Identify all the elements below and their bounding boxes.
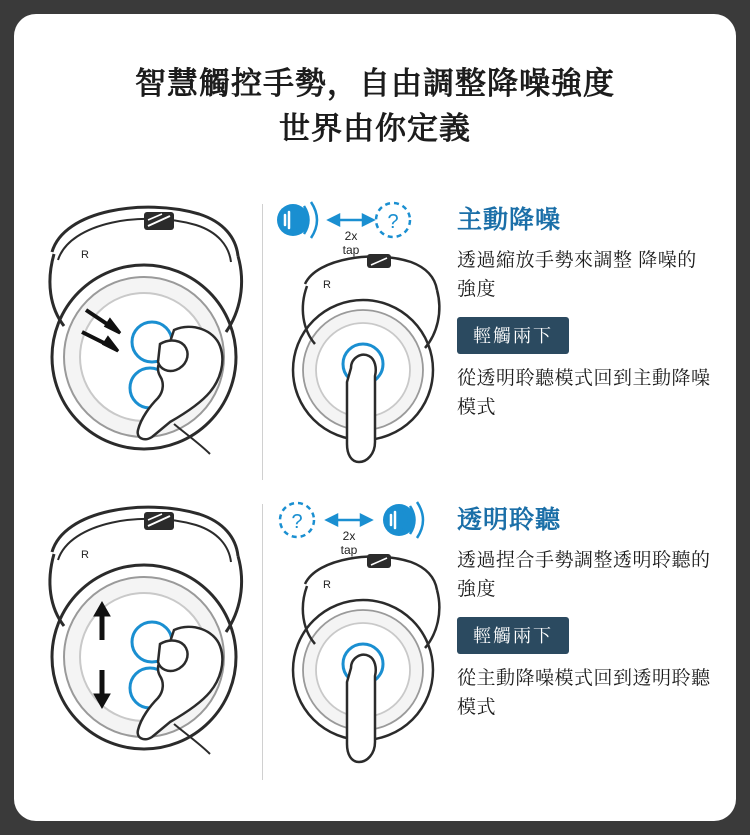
feature-text-transparency bbox=[447, 492, 714, 723]
headphone-pinch-in-illustration bbox=[24, 492, 262, 782]
feature-description-secondary: 從透明聆聽模式回到主動降噪模式 bbox=[457, 367, 711, 419]
ear-side-label: R bbox=[81, 249, 89, 261]
tap-count-label: 2x bbox=[342, 529, 356, 543]
feature-text-anc bbox=[447, 192, 714, 423]
pinch-out-gesture-on-earcup bbox=[24, 192, 262, 482]
tap-count-label: 2x bbox=[344, 229, 358, 243]
double-tap-on-earcup bbox=[271, 192, 447, 482]
feature-row-anc bbox=[14, 192, 736, 492]
svg-text:?: ? bbox=[387, 211, 399, 233]
ear-side-label: R bbox=[323, 279, 331, 291]
exchange-arrow-icon bbox=[327, 515, 371, 525]
feature-rows bbox=[14, 192, 736, 792]
headphone-pinch-out-illustration bbox=[24, 192, 262, 482]
status-badge: 輕觸兩下 bbox=[457, 317, 569, 354]
double-tap-illustration bbox=[271, 492, 447, 782]
headline-line-1: 智慧觸控手勢，自由調整降噪強度 bbox=[135, 66, 615, 101]
tap-word-label: tap bbox=[342, 243, 360, 257]
pinch-in-gesture-on-earcup bbox=[24, 492, 262, 782]
ear-side-label: R bbox=[323, 579, 331, 591]
status-badge: 輕觸兩下 bbox=[457, 617, 569, 654]
feature-title: 主動降噪 bbox=[457, 206, 562, 234]
info-card bbox=[14, 14, 736, 821]
row-divider bbox=[262, 504, 263, 780]
tap-word-label: tap bbox=[340, 543, 358, 557]
page-title bbox=[14, 14, 736, 152]
feature-row-transparency bbox=[14, 492, 736, 792]
anc-waves-icon bbox=[383, 502, 423, 538]
feature-description-secondary: 從主動降噪模式回到透明聆聽模式 bbox=[457, 667, 711, 719]
svg-text:?: ? bbox=[291, 511, 303, 533]
row-divider bbox=[262, 204, 263, 480]
transparency-icon bbox=[280, 503, 314, 537]
ear-side-label: R bbox=[81, 549, 89, 561]
feature-description: 透過縮放手勢來調整 降噪的強度 bbox=[457, 250, 697, 301]
anc-waves-icon bbox=[277, 202, 317, 238]
transparency-icon bbox=[376, 203, 410, 237]
double-tap-on-earcup bbox=[271, 492, 447, 782]
exchange-arrow-icon bbox=[329, 215, 373, 225]
double-tap-illustration bbox=[271, 192, 447, 482]
feature-title: 透明聆聽 bbox=[457, 506, 562, 534]
feature-description: 透過捏合手勢調整透明聆聽的強度 bbox=[457, 550, 711, 601]
headline-line-2: 世界由你定義 bbox=[279, 110, 471, 146]
